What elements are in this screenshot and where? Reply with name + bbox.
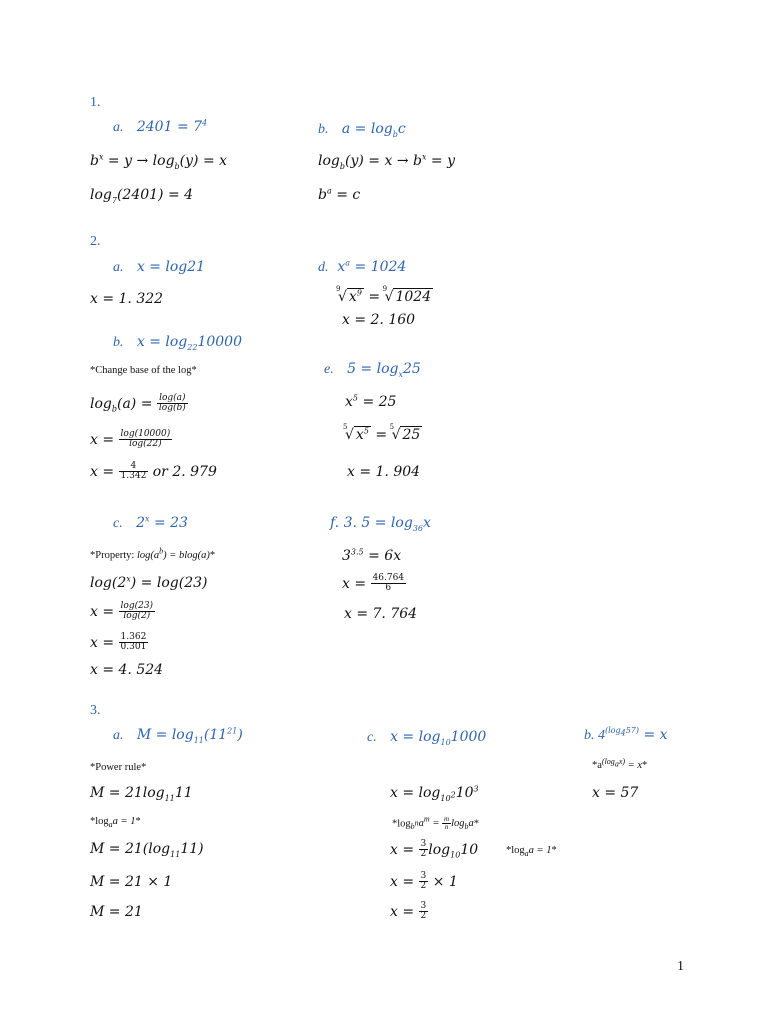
exp-log-rule-left: $b^x = y \to \log_b(y) = x$: [90, 152, 228, 171]
step-2c-log: $\log(2^x) = \log(23)$: [90, 574, 208, 591]
change-base-formula: $\log_b(a)$ = $\frac{\log(a)}{\log(b)}$: [90, 393, 186, 414]
answer-2b: x = $\frac{4}{1.342}$ or 2. 979: [90, 461, 217, 482]
step-2c-fraction: x = $\frac{\log(23)}{\log(2)}$: [90, 601, 154, 622]
page-number: 1: [677, 959, 684, 974]
problem-1a: a. $2401 = 7^4$: [113, 118, 208, 135]
step-2c-decimal: x = $\frac{1.362}{0.301}$: [90, 632, 147, 653]
note-log-property: *Property: $\log(a^b) = blog(a)*$: [90, 546, 216, 561]
problem-2d: d. $x^a = 1024$: [318, 258, 407, 275]
section-3-number: 3.: [90, 703, 101, 718]
answer-3a: M = 21: [90, 904, 143, 920]
note-log-self: $*\log_aa = 1*$: [90, 816, 141, 830]
answer-2a: x = 1. 322: [90, 291, 164, 307]
step-2f-exp: $3^{3.5} = 6x$: [342, 547, 402, 564]
note-log-power-base: $*\log_{b^n}a^m$ = $\frac{m}{n}$ $\log_ba*$: [392, 814, 480, 832]
step-3a-1: $M = 21\log_{11}11$: [90, 785, 193, 803]
problem-1b: b. $a = \log_bc$: [318, 121, 406, 139]
step-2f-fraction: x = $\frac{46.764}{6}$: [342, 573, 405, 594]
step-2e-root: 5 √ $x^5$ = 5 √ 25: [343, 423, 421, 443]
answer-2f: x = 7. 764: [344, 606, 418, 622]
note-power-rule: *Power rule*: [90, 762, 147, 773]
step-2d-root: 9 √ $x^9$ = 9 √ 1024: [336, 285, 432, 305]
answer-2e: x = 1. 904: [347, 464, 421, 480]
step-3a-3: M = 21 × 1: [90, 874, 173, 890]
step-3a-2: $M = 21(\log_{11}11)$: [90, 841, 204, 859]
note-change-base: *Change base of the log*: [90, 365, 197, 376]
problem-2e: e. $5 = \log_x25$: [324, 361, 421, 379]
answer-3c: x = $\frac{3}{2}$: [390, 901, 427, 922]
problem-3c: c. $x = \log_{10}1000$: [367, 729, 487, 747]
step-3c-2: x = $\frac{3}{2}$ $\log_{10}10$: [390, 839, 479, 860]
step-2e-power: $x^5 = 25$: [345, 393, 397, 410]
step-1a: $\log_7(2401) = 4$: [90, 187, 194, 205]
step-2b-fraction: x = $\frac{\log(10000)}{\log(22)}$: [90, 429, 171, 450]
step-3c-1: $x = \log_{10^2}10^3$: [390, 784, 479, 803]
problem-2c: c. 2$^x$ = 23: [113, 514, 188, 531]
step-3c-3: x = $\frac{3}{2}$ × 1: [390, 871, 458, 892]
answer-2d: x = 2. 160: [342, 312, 416, 328]
problem-2f: f. 3. $5 = \log_{36}x$: [330, 515, 431, 533]
problem-2b: b. $x = \log_{22}10000$: [113, 334, 242, 352]
problem-3b: b. $4^{(log_457)} = x$: [584, 726, 668, 743]
note-inverse-property: $*a^{(log_ax)} = x*$: [592, 756, 648, 771]
note-log-self-2: $*\log_aa = 1*$: [506, 845, 557, 859]
answer-3b: x = 57: [592, 785, 639, 801]
step-1b: $b^a = c$: [318, 186, 361, 203]
section-2-number: 2.: [90, 234, 101, 249]
problem-3a: a. $M = \log_{11}(11^{21})$: [113, 726, 243, 745]
answer-2c: x = 4. 524: [90, 662, 164, 678]
problem-2a: a. x = log21: [113, 259, 206, 275]
section-1-number: 1.: [90, 95, 101, 110]
exp-log-rule-right: $\log_b(y) = x \to b^x = y$: [318, 152, 456, 171]
